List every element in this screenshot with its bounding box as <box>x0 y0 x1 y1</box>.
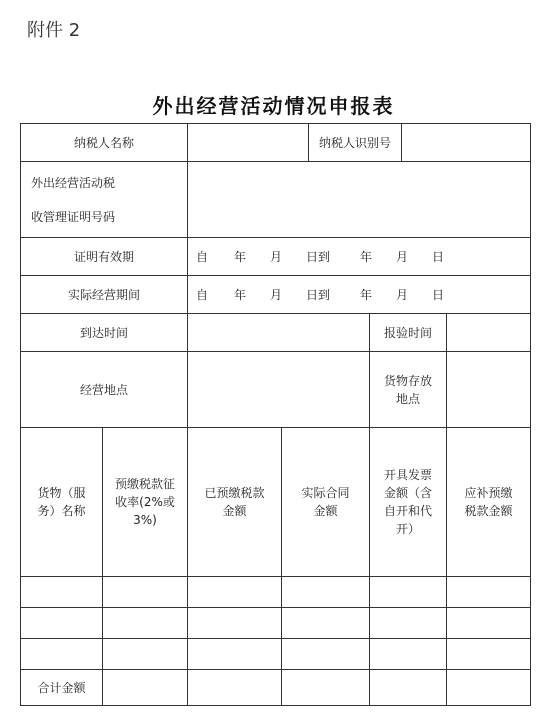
table-cell[interactable] <box>188 577 282 608</box>
col-goods-name-line1: 货物（服 <box>37 486 86 500</box>
col-invoice-amount <box>370 428 447 577</box>
table-cell[interactable] <box>447 608 531 639</box>
col-invoice-amount-line4: 开） <box>396 522 421 536</box>
arrival-time-field[interactable] <box>188 314 370 352</box>
col-contract-amount-line2: 金额 <box>313 504 338 518</box>
actual-month-end: 月 <box>396 287 409 302</box>
storage-place-label <box>370 352 447 428</box>
actual-period-label: 实际经营期间 <box>21 276 188 314</box>
col-contract-amount-line1: 实际合同 <box>301 486 350 500</box>
actual-month-start: 月 <box>270 287 283 302</box>
col-supplement-amount <box>447 428 531 577</box>
actual-year-start: 年 <box>234 287 247 302</box>
col-supplement-amount-line1: 应补预缴 <box>464 486 513 500</box>
validity-label: 证明有效期 <box>21 238 188 276</box>
certificate-number-label-line2: 收管理证明号码 <box>31 209 116 224</box>
col-prepaid-amount-line2: 金额 <box>222 504 247 518</box>
table-cell[interactable] <box>370 608 447 639</box>
table-cell[interactable] <box>447 670 531 706</box>
table-cell[interactable] <box>21 639 103 670</box>
col-prepaid-rate-line2: 收率(2%或 <box>115 495 175 509</box>
col-prepaid-rate-line1: 预缴税款征 <box>115 477 176 491</box>
actual-day-to: 日到 <box>306 287 331 302</box>
table-cell[interactable] <box>103 639 188 670</box>
col-prepaid-rate-line3: 3%) <box>133 513 157 527</box>
table-row <box>21 577 531 608</box>
taxpayer-id-label: 纳税人识别号 <box>309 124 402 162</box>
total-row <box>21 670 531 706</box>
table-cell[interactable] <box>103 608 188 639</box>
certificate-number-label <box>21 162 188 238</box>
table-cell[interactable] <box>370 577 447 608</box>
table-cell[interactable] <box>282 577 370 608</box>
validity-month-end: 月 <box>396 249 409 264</box>
table-cell[interactable] <box>103 577 188 608</box>
arrival-time-label: 到达时间 <box>21 314 188 352</box>
table-row <box>21 608 531 639</box>
col-goods-name <box>21 428 103 577</box>
actual-from: 自 <box>196 287 209 302</box>
validity-month-start: 月 <box>270 249 283 264</box>
taxpayer-name-field[interactable] <box>188 124 309 162</box>
col-contract-amount <box>282 428 370 577</box>
storage-place-line2: 地点 <box>396 391 421 406</box>
taxpayer-name-label: 纳税人名称 <box>21 124 188 162</box>
business-place-label: 经营地点 <box>21 352 188 428</box>
table-cell[interactable] <box>370 639 447 670</box>
validity-period-field[interactable] <box>188 238 531 276</box>
table-cell[interactable] <box>21 577 103 608</box>
col-prepaid-amount-line1: 已预缴税款 <box>204 486 265 500</box>
col-invoice-amount-line3: 自开和代 <box>384 504 433 518</box>
inspection-time-label: 报验时间 <box>370 314 447 352</box>
table-cell[interactable] <box>282 608 370 639</box>
business-place-field[interactable] <box>188 352 370 428</box>
declaration-form <box>20 123 531 706</box>
col-prepaid-rate <box>103 428 188 577</box>
validity-year-end: 年 <box>360 249 373 264</box>
table-cell[interactable] <box>188 670 282 706</box>
table-cell[interactable] <box>447 639 531 670</box>
col-supplement-amount-line2: 税款金额 <box>464 504 513 518</box>
storage-place-line1: 货物存放 <box>384 373 433 388</box>
validity-from: 自 <box>196 249 209 264</box>
form-title: 外出经营活动情况申报表 <box>152 94 395 118</box>
total-label: 合计金额 <box>21 670 103 706</box>
certificate-number-label-line1: 外出经营活动税 <box>31 175 116 190</box>
table-cell[interactable] <box>282 639 370 670</box>
table-cell[interactable] <box>103 670 188 706</box>
taxpayer-id-field[interactable] <box>402 124 531 162</box>
inspection-time-field[interactable] <box>447 314 531 352</box>
table-cell[interactable] <box>188 639 282 670</box>
attachment-label: 附件 2 <box>27 20 81 41</box>
validity-day-end: 日 <box>432 249 445 264</box>
col-invoice-amount-line1: 开具发票 <box>384 468 433 482</box>
table-cell[interactable] <box>282 670 370 706</box>
storage-place-field[interactable] <box>447 352 531 428</box>
actual-period-field[interactable] <box>188 276 531 314</box>
actual-year-end: 年 <box>360 287 373 302</box>
table-cell[interactable] <box>447 577 531 608</box>
validity-year-start: 年 <box>234 249 247 264</box>
validity-day-to: 日到 <box>306 249 331 264</box>
table-cell[interactable] <box>21 608 103 639</box>
table-cell[interactable] <box>188 608 282 639</box>
certificate-number-field[interactable] <box>188 162 531 238</box>
actual-day-end: 日 <box>432 287 445 302</box>
col-invoice-amount-line2: 金额（含 <box>384 486 433 500</box>
col-prepaid-amount <box>188 428 282 577</box>
table-row <box>21 639 531 670</box>
table-cell[interactable] <box>370 670 447 706</box>
col-goods-name-line2: 务）名称 <box>37 504 86 518</box>
